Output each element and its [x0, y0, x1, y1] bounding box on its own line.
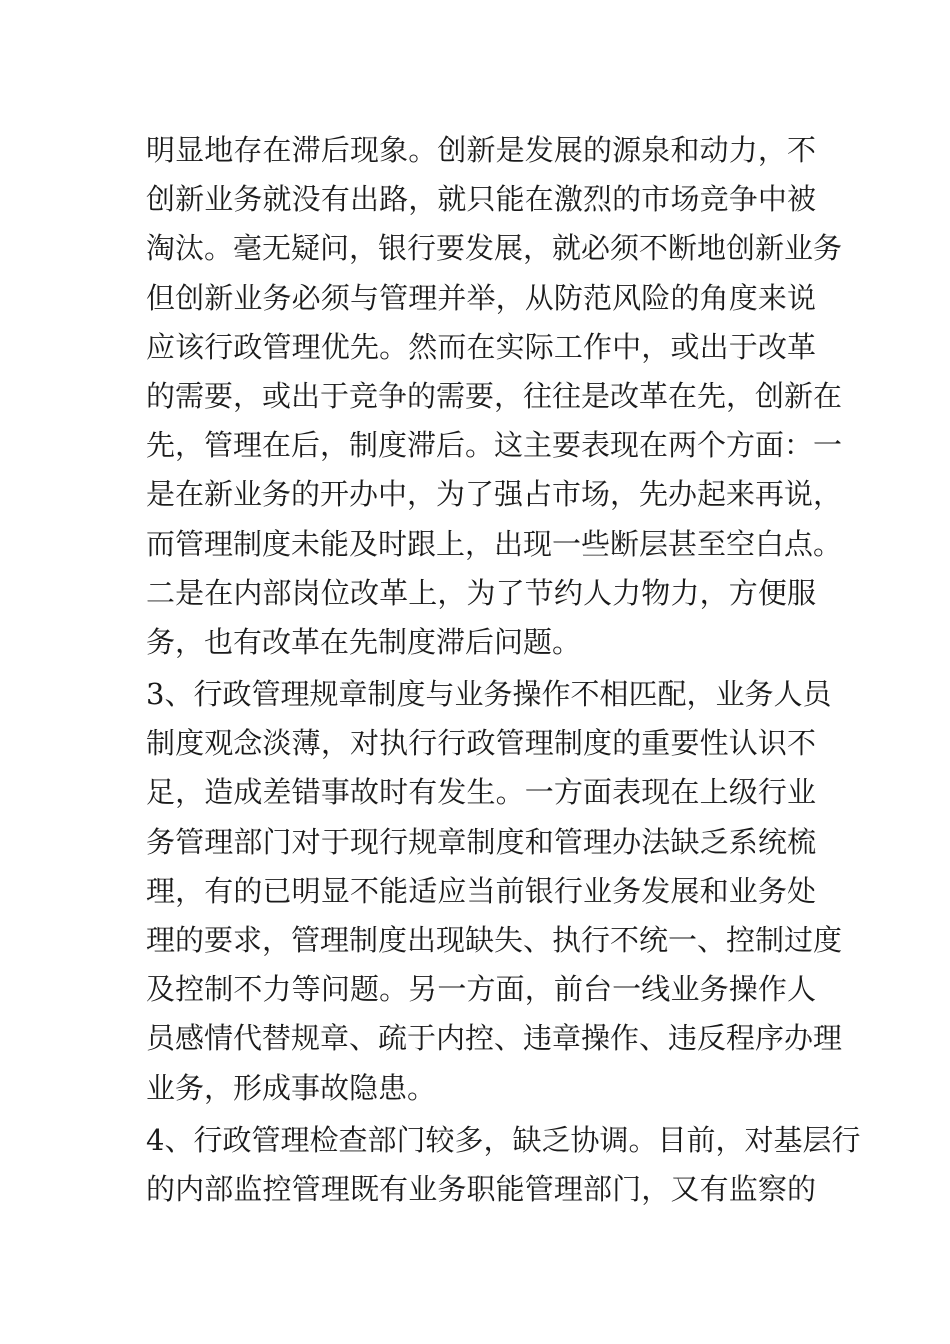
text-line: 制度观念淡薄，对执行行政管理制度的重要性认识不 [146, 726, 816, 761]
paragraph-innovation-lag [146, 126, 843, 667]
text-line: 务，也有改革在先制度滞后问题。 [146, 624, 582, 659]
text-line: 是在新业务的开办中，为了强占市场，先办起来再说， [146, 477, 843, 512]
text-line: 理，有的已明显不能适应当前银行业务发展和业务处 [146, 873, 816, 908]
text-line: 的内部监控管理既有业务职能管理部门，又有监察的 [146, 1171, 816, 1206]
document-body [146, 126, 861, 1214]
text-line: 3、行政管理规章制度与业务操作不相匹配，业务人员 [146, 677, 832, 712]
paragraph-4-inspection-departments [146, 1116, 861, 1214]
paragraph-3-rules-mismatch [146, 670, 843, 1113]
text-line: 而管理制度未能及时跟上，出现一些断层甚至空白点。 [146, 526, 843, 561]
text-line: 理的要求，管理制度出现缺失、执行不统一、控制过度 [146, 923, 843, 957]
text-line: 业务，形成事故隐患。 [146, 1070, 437, 1105]
text-line: 及控制不力等问题。另一方面，前台一线业务操作人 [146, 972, 816, 1007]
text-line: 先，管理在后，制度滞后。这主要表现在两个方面：一 [146, 428, 843, 463]
text-line: 创新业务就没有出路，就只能在激烈的市场竞争中被 [146, 182, 816, 217]
text-line: 二是在内部岗位改革上，为了节约人力物力，方便服 [146, 575, 816, 610]
text-line: 4、行政管理检查部门较多，缺乏协调。目前，对基层行 [146, 1122, 861, 1157]
text-line: 务管理部门对于现行规章制度和管理办法缺乏系统梳 [146, 824, 816, 859]
text-line: 明显地存在滞后现象。创新是发展的源泉和动力，不 [146, 133, 816, 167]
text-line: 应该行政管理优先。然而在实际工作中，或出于改革 [146, 329, 816, 364]
text-line: 足，造成差错事故时有发生。一方面表现在上级行业 [146, 775, 816, 810]
text-line: 的需要，或出于竞争的需要，往往是改革在先，创新在 [146, 378, 843, 413]
text-line: 员感情代替规章、疏于内控、违章操作、违反程序办理 [146, 1021, 843, 1056]
text-line: 但创新业务必须与管理并举，从防范风险的角度来说 [146, 280, 816, 315]
text-line: 淘汰。毫无疑问，银行要发展，就必须不断地创新业务 [146, 231, 843, 266]
